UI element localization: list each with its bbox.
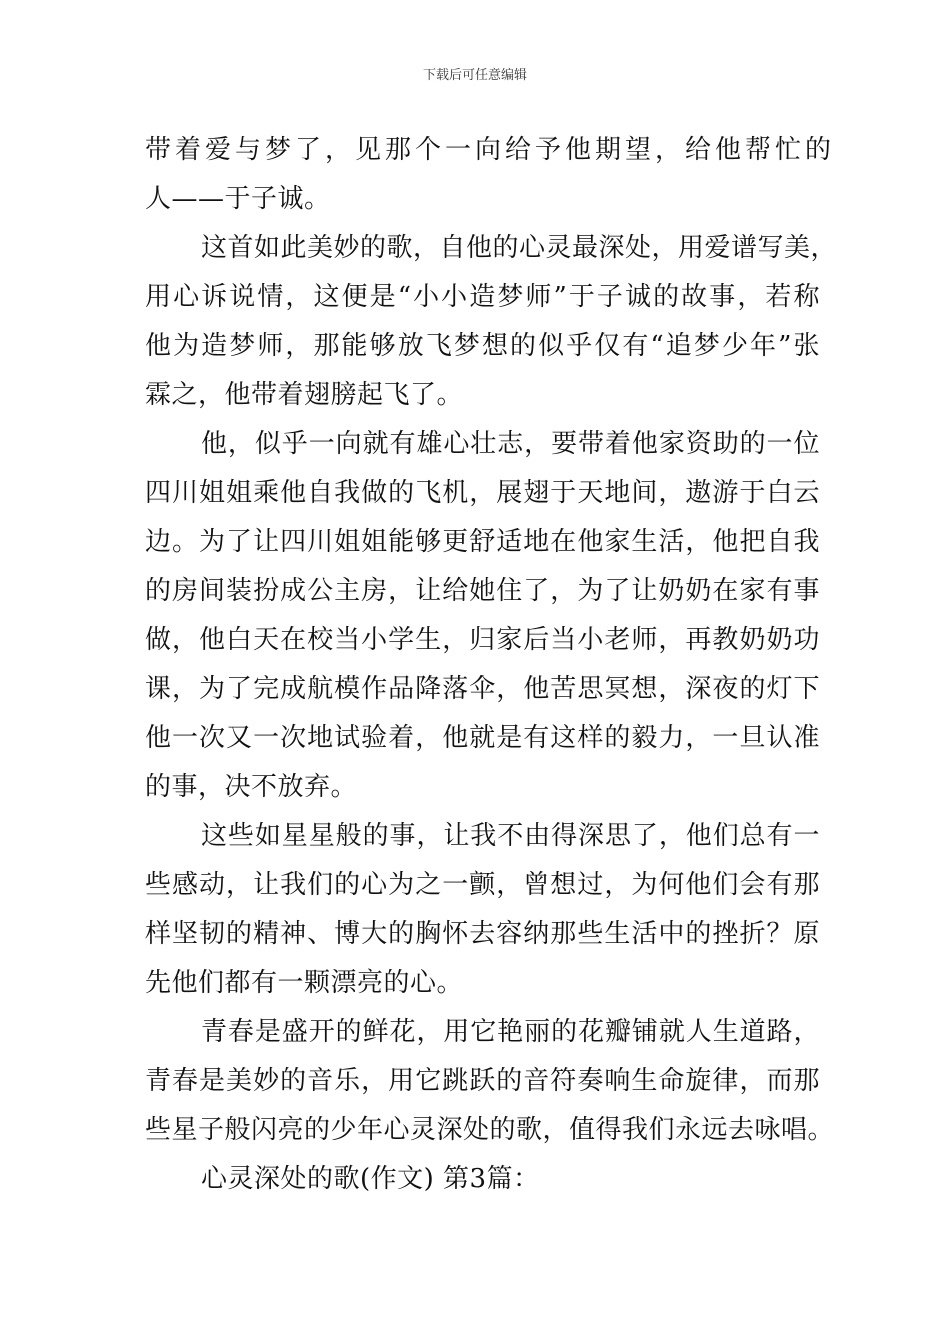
- text-line: 霖之，他带着翅膀起飞了。: [145, 380, 464, 410]
- text-line: 四川姐姐乘他自我做的飞机，展翅于天地间，遨游于白云: [145, 478, 820, 508]
- text-line: 带着爱与梦了，见那个一向给予他期望，给他帮忙的: [145, 135, 836, 165]
- text-line: 先他们都有一颗漂亮的心。: [145, 968, 464, 998]
- text-line: 他一次又一次地试验着，他就是有这样的毅力，一旦认准: [145, 723, 820, 753]
- page-header: 下载后可任意编辑: [422, 68, 527, 83]
- section-heading: 心灵深处的歌(作文) 第3篇：: [201, 1164, 540, 1194]
- text-line: 他为造梦师，那能够放飞梦想的似乎仅有“追梦少年”张: [145, 331, 820, 361]
- text-line: 的房间装扮成公主房，让给她住了，为了让奶奶在家有事: [145, 576, 820, 606]
- text-line: 用心诉说情，这便是“小小造梦师”于子诚的故事，若称: [145, 282, 820, 312]
- text-line: 青春是美妙的音乐，用它跳跃的音符奏响生命旋律，而那: [145, 1066, 820, 1096]
- text-line: 人——于子诚。: [145, 184, 331, 214]
- text-line: 些星子般闪亮的少年心灵深处的歌，值得我们永远去咏唱。: [145, 1115, 835, 1145]
- text-line: 青春是盛开的鲜花，用它艳丽的花瓣铺就人生道路，: [201, 1017, 820, 1047]
- text-line: 些感动，让我们的心为之一颤，曾想过，为何他们会有那: [145, 870, 820, 900]
- text-line: 样坚韧的精神、博大的胸怀去容纳那些生活中的挫折？原: [145, 919, 820, 949]
- text-line: 这些如星星般的事，让我不由得深思了，他们总有一: [201, 821, 820, 851]
- text-line: 课，为了完成航模作品降落伞，他苦思冥想，深夜的灯下: [145, 674, 820, 704]
- text-line: 的事，决不放弃。: [145, 772, 358, 802]
- text-line: 边。为了让四川姐姐能够更舒适地在他家生活，他把自我: [145, 527, 820, 557]
- text-line: 做，他白天在校当小学生，归家后当小老师，再教奶奶功: [145, 625, 820, 655]
- article-body: [145, 126, 838, 1204]
- text-line: 这首如此美妙的歌，自他的心灵最深处，用爱谱写美，: [201, 233, 838, 263]
- text-line: 他，似乎一向就有雄心壮志，要带着他家资助的一位: [201, 429, 820, 459]
